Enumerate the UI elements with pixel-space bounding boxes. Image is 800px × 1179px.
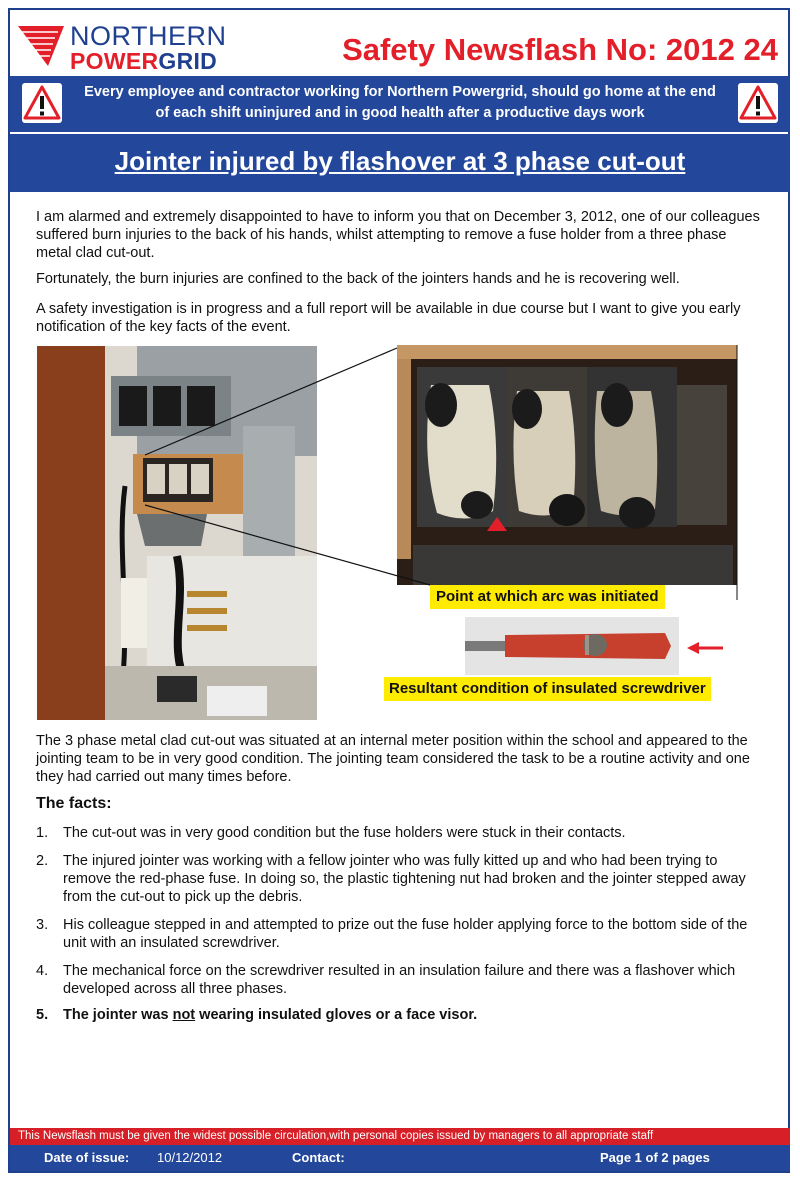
logo-northern-text: NORTHERN [70, 21, 227, 51]
facts-heading: The facts: [36, 795, 112, 812]
fact-text: His colleague stepped in and attempted to prize out the fuse holder applying force to the bottom side of the unit with an insulated screwdriver. [63, 917, 748, 951]
fact-text-emphasis: not [172, 1007, 196, 1023]
situation-paragraph: The 3 phase metal clad cut-out was situated at an internal meter position within the school and appeared to the jointing team to be in very good condition. The jointing team considered the task to be a routine activity and one they had carried out many times before. [36, 733, 750, 785]
cut-out-installation-photo [37, 346, 317, 720]
fact-text [63, 1006, 762, 1024]
arc-caption: Point at which arc was initiated [430, 585, 665, 609]
intro-paragraph-3: A safety investigation is in progress and a full report will be available in due course but I want to give you early notification of the key facts of the event. [36, 301, 741, 335]
circulation-notice: This Newsflash must be given the widest possible circulation,with personal copies issued by managers to all appropriate staff [10, 1128, 790, 1145]
intro-paragraph-1: I am alarmed and extremely disappointed to have to inform you that on December 3, 2012, one of our colleagues suffered burn injuries to the back of his hands, whilst attempting to remove a fuse holder from a three phase metal clad cut-out. [36, 209, 760, 261]
fact-item [36, 824, 762, 842]
warning-icon [738, 83, 778, 123]
logo-stripes-icon [18, 26, 64, 66]
red-arrow-icon [685, 640, 725, 656]
logo-grid-part: GRID [158, 48, 218, 74]
page-indicator: Page 1 of 2 pages [600, 1150, 710, 1165]
fact-item [36, 916, 762, 952]
fact-text-post: wearing insulated gloves or a face visor. [195, 1007, 478, 1023]
fact-item [36, 852, 762, 906]
damaged-screwdriver-photo [465, 617, 679, 675]
fact-number: 4. [36, 963, 49, 979]
screwdriver-caption: Resultant condition of insulated screwdriver [384, 677, 711, 701]
northern-powergrid-logo [18, 22, 238, 72]
fact-item [36, 962, 762, 998]
burnt-fuse-holders-photo [397, 345, 737, 585]
header [10, 10, 790, 76]
fact-text: The injured jointer was working with a fellow jointer who was fully kitted up and who had been trying to remove the red-phase fuse. In doing so, the plastic tightening nut had broken and the jointer stepped away from the cut-out to pick up the debris. [63, 853, 746, 905]
fact-text: The cut-out was in very good condition but the fuse holders were stuck in their contacts. [63, 825, 626, 841]
headline-bar [10, 134, 790, 192]
intro-paragraph-2: Fortunately, the burn injuries are confined to the back of the jointers hands and he is recovering well. [36, 271, 680, 287]
logo-power-part: POWER [70, 48, 159, 74]
fact-text-pre: The jointer was [63, 1007, 173, 1023]
fact-item-ppe [36, 1006, 762, 1024]
safety-banner [10, 76, 790, 132]
footer-bar [10, 1145, 790, 1171]
logo-powergrid-text [70, 49, 217, 73]
fact-number: 1. [36, 825, 49, 841]
fact-text: The mechanical force on the screwdriver resulted in an insulation failure and there was a flashover which developed across all three phases. [63, 963, 736, 997]
date-of-issue-label: Date of issue: [44, 1150, 130, 1165]
fact-number: 5. [36, 1007, 49, 1023]
warning-icon [22, 83, 62, 123]
date-of-issue-value: 10/12/2012 [157, 1150, 223, 1165]
contact-label: Contact: [292, 1150, 345, 1165]
page-title: Jointer injured by flashover at 3 phase cut-out [114, 146, 686, 176]
fact-number: 3. [36, 917, 49, 933]
banner-message: Every employee and contractor working for Northern Powergrid, should go home at the end of each shift uninjured and in good health after a productive days work [84, 84, 716, 121]
fact-number: 2. [36, 853, 49, 869]
newsflash-number: Safety Newsflash No: 2012 24 [342, 32, 778, 67]
